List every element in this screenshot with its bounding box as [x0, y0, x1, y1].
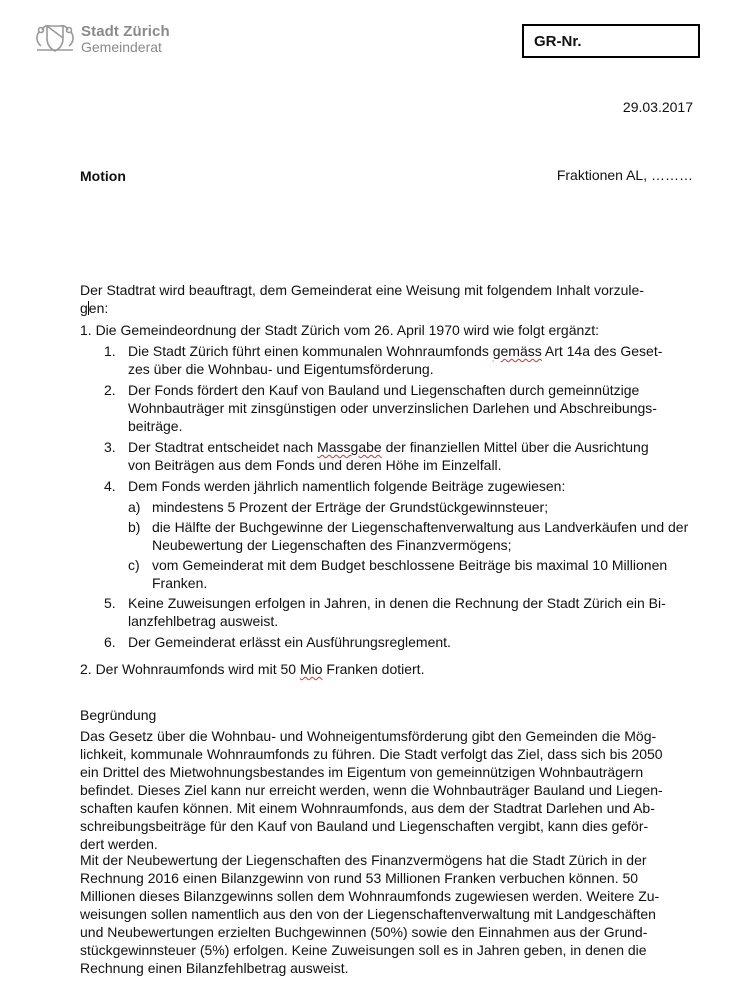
- city-logo: [33, 22, 183, 56]
- spellcheck-word: Mio: [299, 661, 323, 677]
- paragraph-line: lichkeit, kommunale Wohnraumfonds zu führen. Die Stadt verfolgt das Ziel, dass sich bis 2050: [80, 746, 663, 762]
- item-line: beiträge.: [128, 418, 183, 434]
- sub-item-line: vom Gemeinderat mit dem Budget beschlossene Beiträge bis maximal 10 Millionen: [152, 557, 668, 573]
- point2-text: Franken dotiert.: [322, 661, 425, 677]
- item-line: lanzfehlbetrag ausweist.: [128, 613, 279, 629]
- document-type: Motion: [80, 168, 126, 184]
- spellcheck-word: Massgabe: [317, 439, 382, 455]
- list-item: [80, 438, 694, 474]
- sub-item-line: Neubewertung der Liegenschaften des Finanzvermögens;: [152, 537, 512, 553]
- paragraph-line: Rechnung 2016 einen Bilanzgewinn von rund 53 Millionen Franken verbuchen können. 50: [80, 870, 639, 886]
- item-number: 1.: [104, 343, 116, 359]
- intro-fragment: en:: [88, 300, 109, 316]
- motion-point-1: 1. Die Gemeindeordnung der Stadt Zürich vom 26. April 1970 wird wie folgt ergänzt:: [80, 322, 600, 338]
- sub-item-line: die Hälfte der Buchgewinne der Liegenschaftenverwaltung aus Landverkäufen und der: [152, 519, 689, 535]
- coat-of-arms-icon: [33, 22, 77, 54]
- list-item: [80, 477, 694, 495]
- item-number: 4.: [104, 478, 116, 494]
- item-line: Wohnbauträger mit zinsgünstigen oder unverzinslichen Darlehen und Abschreibungs-: [128, 400, 657, 416]
- sub-item-line: mindestens 5 Prozent der Erträge der Grundstückgewinnsteuer;: [152, 499, 549, 515]
- item-number: 5.: [104, 595, 116, 611]
- submitting-factions: Fraktionen AL, ………: [556, 167, 693, 183]
- list-item: [80, 342, 694, 378]
- rationale-paragraph-1: [80, 727, 694, 853]
- paragraph-line: Das Gesetz über die Wohnbau- und Wohneigentumsförderung gibt den Gemeinden die Mög-: [80, 728, 657, 744]
- item-line: [128, 438, 694, 456]
- sub-list-item: [80, 556, 694, 592]
- sub-item-letter: a): [128, 499, 141, 515]
- list-item: [80, 633, 694, 651]
- intro-fragment: g: [80, 300, 88, 316]
- sub-item-letter: b): [128, 519, 141, 535]
- list-item: [80, 594, 694, 630]
- item-text: Art 14a des Geset-: [541, 343, 663, 359]
- item-line: Dem Fonds werden jährlich namentlich folgende Beiträge zugewiesen:: [128, 478, 566, 494]
- paragraph-line: Mit der Neubewertung der Liegenschaften des Finanzvermögens hat die Stadt Zürich in der: [80, 852, 647, 868]
- paragraph-line: dert werden.: [80, 836, 158, 852]
- intro-line: Der Stadtrat wird beauftragt, dem Gemeinderat eine Weisung mit folgendem Inhalt vorzule-: [80, 282, 644, 298]
- motion-point-2: [80, 660, 694, 678]
- paragraph-line: weisungen sollen namentlich aus den von der Liegenschaftenverwaltung mit Landgeschäften: [80, 906, 656, 922]
- item-line: Keine Zuweisungen erfolgen in Jahren, in denen die Rechnung der Stadt Zürich ein Bi-: [128, 595, 666, 611]
- paragraph-line: schreibungsbeiträge für den Kauf von Bauland und Liegenschaften vergibt, kann dies geför-: [80, 818, 649, 834]
- intro-line: [80, 299, 694, 317]
- sub-item-line: Franken.: [152, 575, 208, 591]
- item-number: 3.: [104, 439, 116, 455]
- document-date: 29.03.2017: [622, 99, 693, 115]
- paragraph-line: Millionen dieses Bilanzgewinns sollen dem Wohnraumfonds zugewiesen werden. Weitere Zu-: [80, 888, 660, 904]
- item-line: von Beiträgen aus dem Fonds und deren Höhe im Einzelfall.: [128, 457, 502, 473]
- motion-articles-list: [80, 342, 694, 654]
- paragraph-line: schaften kaufen können. Mit einem Wohnraumfonds, aus dem der Stadtrat Darlehen und Ab-: [80, 800, 655, 816]
- sub-item-letter: c): [128, 557, 140, 573]
- paragraph-line: ein Drittel des Mietwohnungsbestandes im Eigentum von gemeinnützigen Wohnbauträgern: [80, 764, 644, 780]
- item-line: Der Fonds fördert den Kauf von Bauland und Liegenschaften durch gemeinnützige: [128, 382, 640, 398]
- item-text: der finanziellen Mittel über die Ausrichtung: [381, 439, 649, 455]
- item-line: [128, 342, 694, 360]
- gr-number-label: GR-Nr.: [534, 33, 582, 50]
- paragraph-line: befindet. Dieses Ziel kann nur erreicht werden, wenn die Wohnbauträger Bauland und Liegen-: [80, 782, 663, 798]
- motion-intro: [80, 281, 694, 317]
- spellcheck-word: gemäss: [492, 343, 542, 359]
- logo-city-name: Stadt Zürich: [81, 23, 170, 40]
- sub-list-item: [80, 498, 694, 516]
- logo-council-name: Gemeinderat: [81, 39, 162, 55]
- gr-number-box: [522, 24, 700, 58]
- item-number: 2.: [104, 382, 116, 398]
- point2-text: 2. Der Wohnraumfonds wird mit 50: [80, 661, 300, 677]
- rationale-paragraph-2: [80, 851, 694, 977]
- rationale-heading: Begründung: [80, 707, 157, 723]
- item-line: zes über die Wohnbau- und Eigentumsförderung.: [128, 361, 434, 377]
- item-line: Der Gemeinderat erlässt ein Ausführungsreglement.: [128, 634, 451, 650]
- paragraph-line: Rechnung einen Bilanzfehlbetrag ausweist.: [80, 960, 349, 976]
- item-text: Der Stadtrat entscheidet nach: [128, 439, 318, 455]
- sub-list-item: [80, 518, 694, 554]
- item-number: 6.: [104, 634, 116, 650]
- paragraph-line: und Neubewertungen erzielten Buchgewinnen (50%) sowie den Einnahmen aus der Grund-: [80, 924, 648, 940]
- paragraph-line: stückgewinnsteuer (5%) erfolgen. Keine Zuweisungen soll es in Jahren geben, in denen die: [80, 942, 647, 958]
- list-item: [80, 381, 694, 435]
- item-text: Die Stadt Zürich führt einen kommunalen Wohnraumfonds: [128, 343, 493, 359]
